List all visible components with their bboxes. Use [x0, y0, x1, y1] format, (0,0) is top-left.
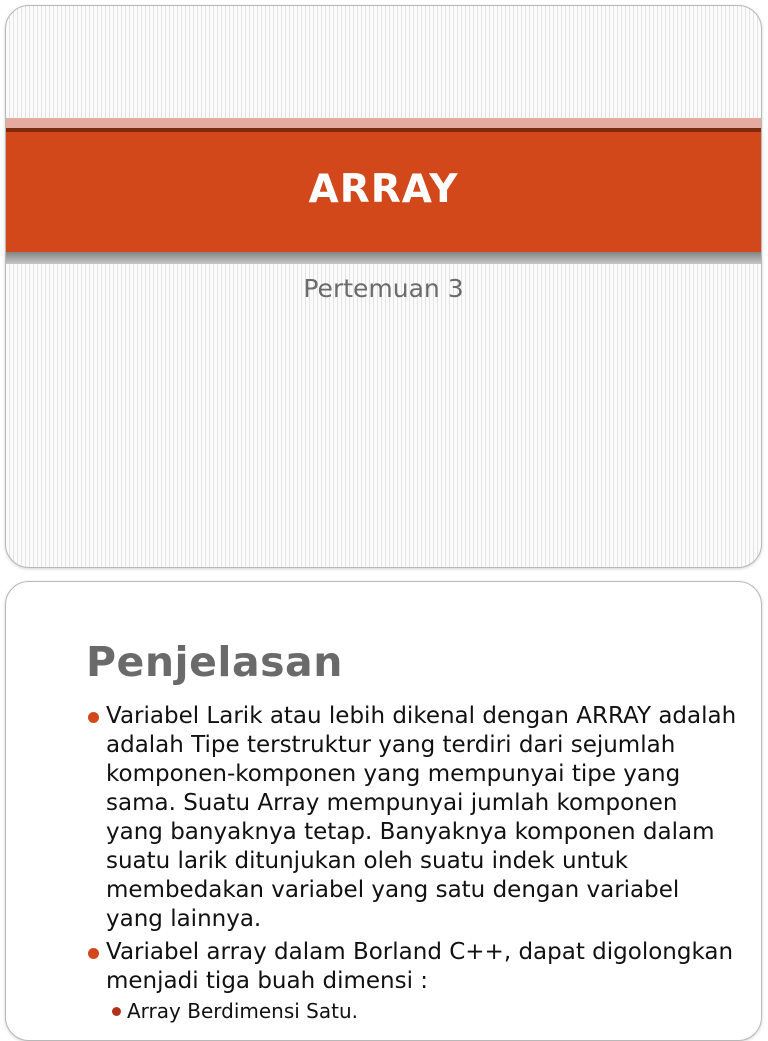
slide-subtitle: Pertemuan 3 — [303, 274, 464, 303]
bullet-text: Variabel array dalam Borland C++, dapat digolongkan menjadi tiga buah dimensi : — [106, 939, 734, 994]
slide-title: ARRAY — [308, 166, 459, 212]
title-slide — [5, 5, 762, 568]
bullet-dot-icon — [88, 948, 99, 959]
content-slide — [5, 581, 762, 1041]
slide-heading: Penjelasan — [86, 638, 343, 686]
sub-bullet-item — [109, 998, 738, 1024]
bullet-item — [88, 938, 738, 1024]
title-band — [6, 128, 761, 252]
title-band-shadow — [6, 252, 761, 264]
sub-bullet-list — [106, 998, 738, 1024]
sub-bullet-dot-icon — [112, 1007, 121, 1016]
bullet-list — [88, 702, 738, 1028]
bullet-dot-icon — [88, 712, 99, 723]
bullet-text: Variabel Larik atau lebih dikenal dengan ARRAY adalah adalah Tipe terstruktur yang terdiri dari sejumlah komponen-komponen yang mempunyai tipe yang sama. Suatu Array mempunyai jumlah komponen yang banyaknya tetap. Banyaknya komponen dalam suatu larik ditunjukan oleh suatu indek untuk membedakan variabel yang satu dengan variabel yang lainnya. — [106, 703, 737, 932]
sub-bullet-text: Array Berdimensi Satu. — [127, 999, 358, 1023]
bullet-item — [88, 702, 738, 934]
